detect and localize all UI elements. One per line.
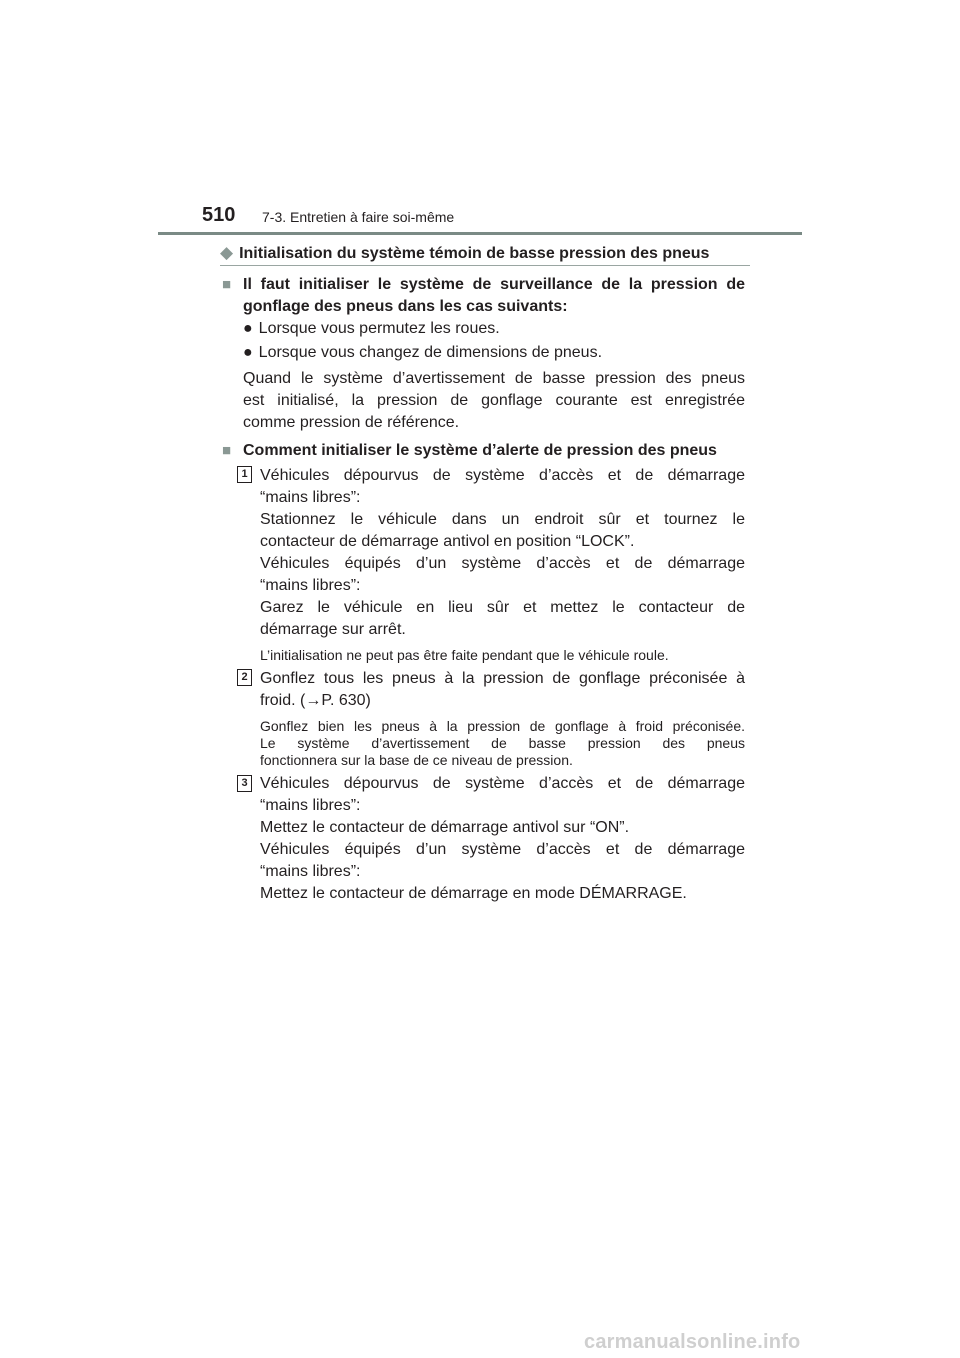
watermark: carmanualsonline.info: [584, 1331, 801, 1353]
step-line: contacteur de démarrage antivol en position “LOCK”.: [260, 533, 635, 550]
step-line: Mettez le contacteur de démarrage en mode DÉMARRAGE.: [260, 885, 687, 902]
note-line: fonctionnera sur la base de ce niveau de pression.: [260, 752, 573, 768]
section1-title-line2: gonflage des pneus dans les cas suivants:: [243, 298, 568, 315]
step-number-1: 1: [237, 466, 252, 483]
step-line: “mains libres”:: [260, 577, 361, 594]
step-number-2: 2: [237, 669, 252, 686]
page-heading-text: Initialisation du système témoin de basse pression des pneus: [239, 245, 710, 262]
note-line: L’initialisation ne peut pas être faite pendant que le véhicule roule.: [260, 647, 669, 663]
step-line: Mettez le contacteur de démarrage antivol sur “ON”.: [260, 819, 630, 836]
step-line: Gonflez tous les pneus à la pression de gonflage préconisée à: [260, 670, 745, 687]
square-bullet-icon: ■: [222, 442, 232, 459]
step-line: démarrage sur arrêt.: [260, 621, 406, 638]
header-rule: [158, 232, 802, 235]
step-line: Véhicules équipés d’un système d’accès et de démarrage: [260, 841, 745, 858]
bullet-dot-icon: ●: [243, 344, 253, 361]
paragraph-line: Quand le système d’avertissement de basse pression des pneus: [243, 370, 745, 387]
paragraph-line: comme pression de référence.: [243, 414, 460, 431]
note-line: Gonflez bien les pneus à la pression de gonflage à froid préconisée.: [260, 718, 745, 734]
page-number: 510: [202, 204, 236, 226]
note-line: Le système d’avertissement de basse pression des pneus: [260, 735, 745, 751]
page-heading: [220, 241, 750, 266]
step-number-3: 3: [237, 775, 252, 792]
section1-paragraph: [243, 368, 745, 434]
step-line: Garez le véhicule en lieu sûr et mettez le contacteur de: [260, 599, 745, 616]
step-line: “mains libres”:: [260, 863, 361, 880]
bullet-text: Lorsque vous permutez les roues.: [258, 320, 500, 337]
section1-title-line1: Il faut initialiser le système de surveillance de la pression de: [243, 276, 745, 293]
bullet-item: [243, 318, 745, 340]
step-line: Véhicules équipés d’un système d’accès et de démarrage: [260, 555, 745, 572]
step-line: “mains libres”:: [260, 797, 361, 814]
step-2-text: [260, 668, 745, 712]
diamond-icon: ◆: [220, 243, 234, 262]
step-line: Stationnez le véhicule dans un endroit sûr et tournez le: [260, 511, 745, 528]
step-1-text: [260, 465, 745, 641]
step-1-note: [260, 647, 745, 664]
step-line: “mains libres”:: [260, 489, 361, 506]
step-2-note: [260, 718, 745, 769]
bullet-dot-icon: ●: [243, 320, 253, 337]
paragraph-line: est initialisé, la pression de gonflage courante est enregistrée: [243, 392, 745, 409]
section2-title: Comment initialiser le système d’alerte de pression des pneus: [243, 442, 717, 459]
bullet-item: [243, 342, 745, 364]
step-line: froid. (→P. 630): [260, 692, 371, 709]
step-3-text: [260, 773, 745, 905]
square-bullet-icon: ■: [222, 276, 232, 293]
heading-rule: [220, 265, 750, 266]
section-header: 7-3. Entretien à faire soi-même: [262, 209, 455, 225]
step-line: Véhicules dépourvus de système d’accès et de démarrage: [260, 775, 745, 792]
step-line: Véhicules dépourvus de système d’accès et de démarrage: [260, 467, 745, 484]
section1-title: [243, 274, 745, 318]
bullet-text: Lorsque vous changez de dimensions de pneus.: [258, 344, 603, 361]
